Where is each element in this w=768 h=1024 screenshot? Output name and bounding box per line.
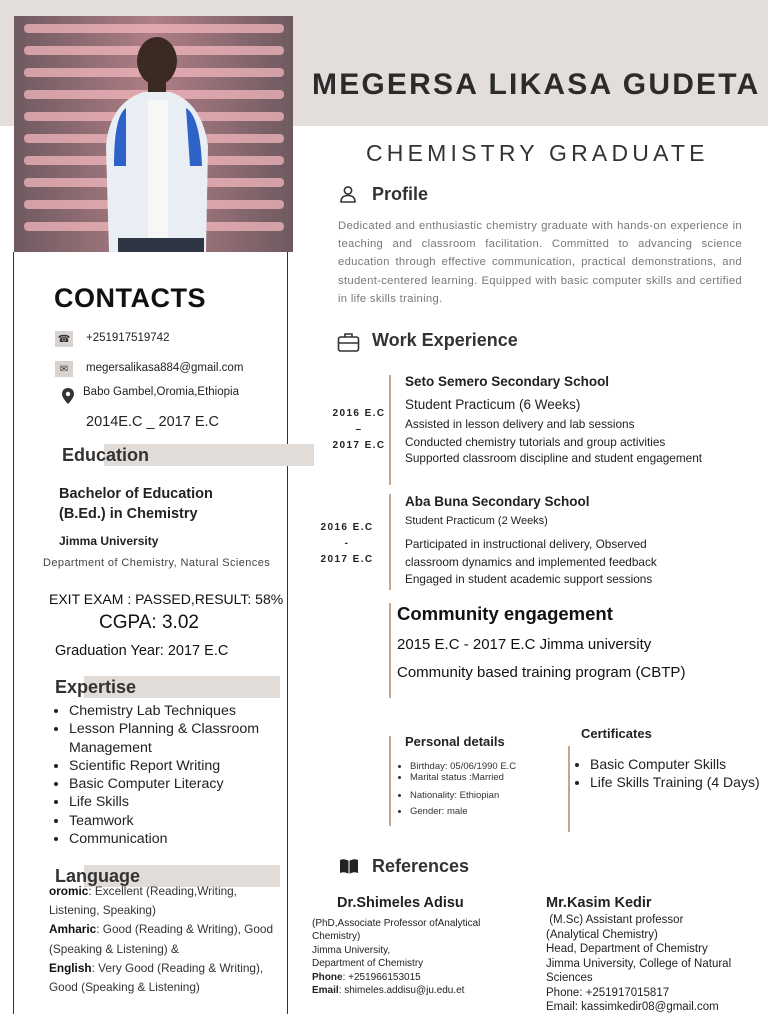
reference-1-name: Dr.Shimeles Adisu (337, 895, 464, 911)
job-date: 2016 E.C - 2017 E.C (320, 522, 374, 565)
reference-2-name: Mr.Kasim Kedir (546, 895, 652, 911)
list-item: • Teamwork (69, 812, 285, 830)
briefcase-icon (337, 331, 360, 353)
list-item: • Marital status :Married (410, 772, 563, 783)
timeline-line (568, 746, 570, 832)
contact-email: megersalikasa884@gmail.com (86, 362, 244, 374)
community-heading: Community engagement (397, 603, 613, 624)
language-english: English: Very Good (Reading & Writing), Good (Speaking & Listening) (49, 960, 264, 995)
degree-line-2: (B.Ed.) in Chemistry (59, 506, 198, 522)
timeline-line (389, 603, 391, 698)
exit-exam: EXIT EXAM : PASSED,RESULT: 58% (49, 591, 284, 607)
reference-2-details: (M.Sc) Assistant professor (Analytical Chemistry) Head, Department of Chemistry Jimma University, College of Natural Sciences Phone: +251917015817 Email: kassimkedir08@gmail.com (546, 914, 732, 1013)
reference-1-details: (PhD,Associate Professor ofAnalytical Chemistry) Jimma University, Department of Chemistry Phone: +251966153015 Email: shimeles.addisu@ju.edu.et (312, 918, 481, 997)
list-item: Conducted chemistry tutorials and group activities (405, 434, 666, 449)
references-heading: References (372, 856, 470, 876)
timeline-line (389, 736, 391, 826)
education-heading: Education (62, 445, 150, 465)
expertise-list (55, 702, 285, 848)
certificates-heading: Certificates (581, 726, 652, 741)
job-duties (405, 536, 735, 589)
university-name: Jimma University (59, 534, 159, 548)
personal-heading: Personal details (405, 734, 505, 749)
personal-list (398, 761, 563, 819)
list-item: • Scientific Report Writing (69, 757, 285, 775)
certificates-list (576, 756, 766, 791)
candidate-name: MEGERSA LIKASA GUDETA (312, 68, 761, 101)
timeline-line (389, 494, 391, 590)
job-role: Student Practicum (6 Weeks) (405, 397, 581, 412)
contact-address: Babo Gambel,Oromia,Ethiopia (83, 386, 239, 398)
person-icon (339, 185, 357, 203)
list-item: • Nationality: Ethiopian (410, 788, 563, 804)
mail-icon: ✉ (55, 361, 73, 377)
list-item: Participated in instructional delivery, Observed (405, 537, 647, 551)
list-item: • Basic Computer Literacy (69, 775, 285, 793)
language-oromic: oromic: Excellent (Reading,Writing, Listening, Speaking) (49, 884, 237, 918)
list-item: • Life Skills (69, 793, 285, 811)
profile-photo (14, 16, 293, 252)
location-pin-icon (60, 387, 76, 405)
list-item: Engaged in student academic support sessions (405, 572, 653, 586)
phone-icon: ☎ (55, 331, 73, 347)
job-school: Aba Buna Secondary School (405, 494, 590, 509)
language-amharic: Amharic: Good (Reading & Writing), Good (Speaking & Listening) & (49, 922, 274, 956)
profile-text: Dedicated and enthusiastic chemistry graduate with hands-on experience in teaching and classroom facilitation. Committed to advancing science education through effective communication, practical demonstrations, and student-centered learning. Equipped with basic computer skills and certified in life skills training. (338, 220, 742, 305)
community-program: Community based training program (CBTP) (397, 664, 686, 681)
list-item: • Birthday: 05/06/1990 E.C (410, 761, 563, 772)
job-school: Seto Semero Secondary School (405, 374, 610, 389)
list-item: • Basic Computer Skills (590, 756, 766, 774)
degree-line-1: Bachelor of Education (59, 486, 213, 502)
community-period: 2015 E.C - 2017 E.C Jimma university (397, 636, 652, 653)
job-date: 2016 E.C – 2017 E.C (332, 408, 386, 451)
list-item: Assisted in lesson delivery and lab sessions (405, 417, 635, 431)
profile-heading: Profile (372, 184, 429, 204)
list-item: • Communication (69, 830, 285, 848)
education-period: 2014E.C _ 2017 E.C (86, 414, 220, 430)
language-heading: Language (55, 866, 141, 886)
cgpa: CGPA: 3.02 (99, 612, 199, 633)
work-heading: Work Experience (372, 330, 518, 350)
contacts-heading: CONTACTS (54, 283, 206, 313)
list-item: classroom dynamics and implemented feedback (405, 554, 657, 569)
open-book-icon (339, 858, 359, 875)
job-duties (405, 416, 715, 467)
expertise-heading: Expertise (55, 677, 137, 697)
list-item: • Lesson Planning & Classroom Management (69, 720, 285, 757)
list-item: Supported classroom discipline and student engagement (405, 451, 703, 465)
language-list (49, 882, 274, 997)
job-role: Student Practicum (2 Weeks) (405, 515, 548, 527)
job-title: CHEMISTRY GRADUATE (366, 140, 709, 166)
contact-phone: +251917519742 (86, 332, 170, 344)
graduation-year: Graduation Year: 2017 E.C (55, 643, 229, 659)
list-item: • Life Skills Training (4 Days) (590, 774, 766, 792)
list-item: • Gender: male (410, 804, 563, 820)
list-item: • Chemistry Lab Techniques (69, 702, 285, 720)
department: Department of Chemistry, Natural Sciences (43, 557, 271, 569)
